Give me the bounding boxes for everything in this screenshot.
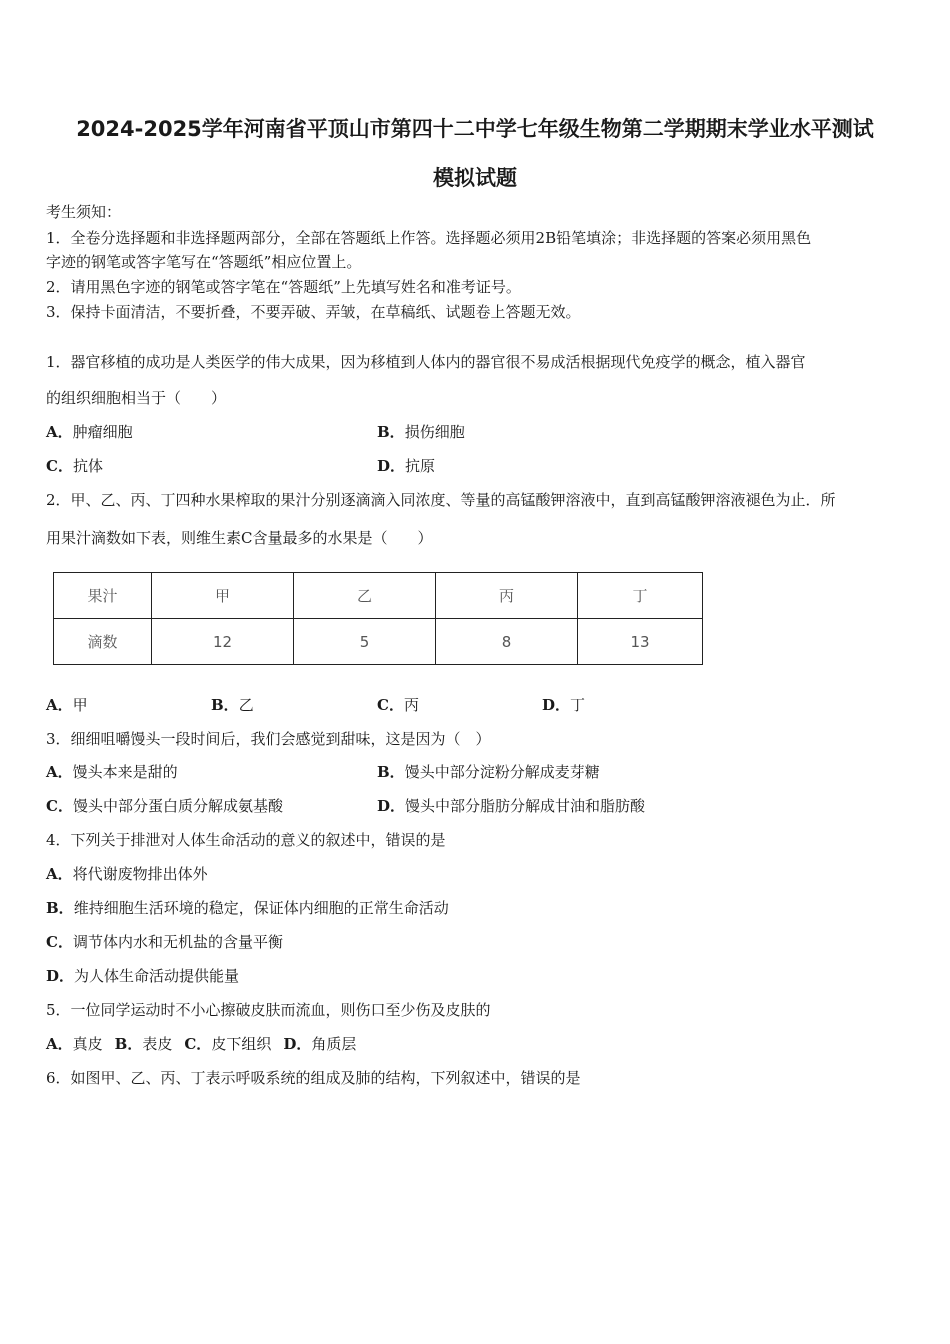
q1-stem-cont: 的组织细胞相当于（ ） xyxy=(46,389,227,407)
q6-stem: 6．如图甲、乙、丙、丁表示呼吸系统的组成及肺的结构，下列叙述中，错误的是 xyxy=(46,1069,581,1087)
option-label: B． xyxy=(211,696,239,714)
q1-option-a xyxy=(46,422,133,442)
q3-option-d xyxy=(377,796,645,816)
option-label: D． xyxy=(542,696,571,714)
q4-stem: 4．下列关于排泄对人体生命活动的意义的叙述中，错误的是 xyxy=(46,831,446,849)
option-text: 抗体 xyxy=(72,457,103,475)
q5-options xyxy=(46,1034,356,1054)
option-label: B． xyxy=(46,899,74,917)
notice-line: 1．全卷分选择题和非选择题两部分，全部在答题纸上作答。选择题必须用2B铅笔填涂；非选择题的答案必须用黑色 xyxy=(46,229,812,247)
q3-option-c xyxy=(46,796,283,816)
table-cell: 丁 xyxy=(578,573,703,619)
option-label: D． xyxy=(46,967,75,985)
q1-stem: 1．器官移植的成功是人类医学的伟大成果，因为移植到人体内的器官很不易成活根据现代免疫学的概念，植入器官 xyxy=(46,353,806,371)
option-text: 损伤细胞 xyxy=(404,423,465,441)
option-label: B． xyxy=(114,1035,143,1053)
table-cell: 果汁 xyxy=(54,573,152,619)
option-label: B． xyxy=(377,423,405,441)
option-label: A． xyxy=(46,423,73,441)
option-label: C． xyxy=(377,696,404,714)
option-text: 馒头中部分蛋白质分解成氨基酸 xyxy=(72,797,283,815)
option-text: 表皮 xyxy=(142,1035,173,1053)
table-cell: 13 xyxy=(578,619,703,665)
option-text: 皮下组织 xyxy=(211,1035,272,1053)
option-label: D． xyxy=(377,797,406,815)
table-cell: 滴数 xyxy=(54,619,152,665)
option-text: 馒头中部分脂肪分解成甘油和脂肪酸 xyxy=(405,797,646,815)
option-text: 真皮 xyxy=(72,1035,103,1053)
option-text: 维持细胞生活环境的稳定，保证体内细胞的正常生命活动 xyxy=(73,899,449,917)
q4-option-c xyxy=(46,932,283,952)
table-cell: 8 xyxy=(436,619,578,665)
option-label: A． xyxy=(46,696,73,714)
option-label: C． xyxy=(46,797,73,815)
option-text: 将代谢废物排出体外 xyxy=(72,865,208,883)
q2-stem-cont: 用果汁滴数如下表，则维生素C含量最多的水果是（ ） xyxy=(46,529,433,547)
q2-option-d xyxy=(542,695,585,715)
option-label: D． xyxy=(283,1035,312,1053)
option-label: A． xyxy=(46,865,73,883)
table-cell: 12 xyxy=(152,619,294,665)
exam-title-line1: 2024-2025学年河南省平顶山市第四十二中学七年级生物第二学期期末学业水平测试 xyxy=(76,117,874,141)
table-cell: 丙 xyxy=(436,573,578,619)
table-header-row xyxy=(54,573,703,619)
q4-option-b xyxy=(46,898,449,918)
table-cell: 5 xyxy=(294,619,436,665)
option-text: 甲 xyxy=(72,696,88,714)
option-text: 乙 xyxy=(238,696,254,714)
exam-title-line2: 模拟试题 xyxy=(433,166,517,190)
table-cell: 甲 xyxy=(152,573,294,619)
q2-option-c xyxy=(377,695,419,715)
q1-option-d xyxy=(377,456,435,476)
notice-heading: 考生须知： xyxy=(46,203,122,221)
q4-option-a xyxy=(46,864,208,884)
option-text: 丁 xyxy=(570,696,586,714)
option-text: 角质层 xyxy=(311,1035,357,1053)
q2-option-b xyxy=(211,695,254,715)
q2-stem: 2．甲、乙、丙、丁四种水果榨取的果汁分别逐滴滴入同浓度、等量的高锰酸钾溶液中，直到高锰酸钾溶液褪色为止．所 xyxy=(46,491,836,509)
table-cell: 乙 xyxy=(294,573,436,619)
q5-stem: 5．一位同学运动时不小心擦破皮肤而流血，则伤口至少伤及皮肤的 xyxy=(46,1001,491,1019)
notice-line: 字迹的钢笔或答字笔写在“答题纸”相应位置上。 xyxy=(46,253,362,271)
option-text: 丙 xyxy=(403,696,419,714)
option-text: 调节体内水和无机盐的含量平衡 xyxy=(72,933,283,951)
option-label: A． xyxy=(46,763,73,781)
q2-option-a xyxy=(46,695,88,715)
option-label: A． xyxy=(46,1035,73,1053)
option-label: B． xyxy=(377,763,405,781)
option-label: C． xyxy=(46,457,73,475)
q1-option-b xyxy=(377,422,465,442)
notice-line: 2．请用黑色字迹的钢笔或答字笔在“答题纸”上先填写姓名和准考证号。 xyxy=(46,278,521,296)
option-text: 肿瘤细胞 xyxy=(72,423,133,441)
q3-stem: 3．细细咀嚼馒头一段时间后，我们会感觉到甜味，这是因为（ ） xyxy=(46,730,491,748)
notice-line: 3．保持卡面清洁，不要折叠，不要弄破、弄皱，在草稿纸、试题卷上答题无效。 xyxy=(46,303,581,321)
q4-option-d xyxy=(46,966,239,986)
table-row xyxy=(54,619,703,665)
option-text: 馒头本来是甜的 xyxy=(72,763,178,781)
q3-option-b xyxy=(377,762,600,782)
option-text: 馒头中部分淀粉分解成麦芽糖 xyxy=(404,763,600,781)
fruit-juice-table xyxy=(53,572,703,665)
option-label: C． xyxy=(184,1035,212,1053)
option-label: C． xyxy=(46,933,73,951)
option-text: 抗原 xyxy=(405,457,436,475)
option-label: D． xyxy=(377,457,406,475)
option-text: 为人体生命活动提供能量 xyxy=(74,967,240,985)
q3-option-a xyxy=(46,762,178,782)
q1-option-c xyxy=(46,456,103,476)
